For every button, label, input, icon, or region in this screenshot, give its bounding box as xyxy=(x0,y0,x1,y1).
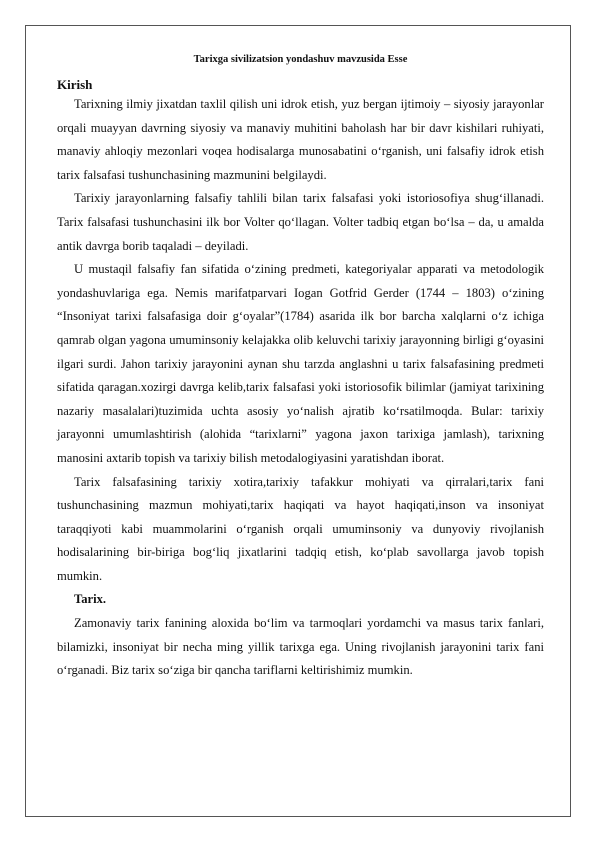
document-body xyxy=(57,53,544,683)
paragraph: Tarix falsafasining tarixiy xotira,tarixiy tafakkur mohiyati va qirralari,tarix fani tushunchasining mazmun mohiyati,tarix haqiqati va hayot haqiqati,inson va insoniyat taraqqiyoti kabi muammolarini o‘rganish orqali umuminsoniy va dunyoviy rivojlanish hodisalarining bir-biriga bog‘liq jixatlarini tadqiq etish, ko‘plab savollarga javob topish mumkin. xyxy=(57,474,544,583)
section-heading-intro: Kirish xyxy=(57,77,93,92)
document-title: Tarixga sivilizatsion yondashuv mavzusida Esse xyxy=(193,54,408,65)
paragraph: Tarixiy jarayonlarning falsafiy tahlili bilan tarix falsafasi yoki istoriosofiya shug‘illanadi. Tarix falsafasi tushunchasini ilk bor Volter qo‘llagan. Volter tadbiq etgan bo‘lsa – da, u amalda antik davrga borib taqaladi – deyiladi. xyxy=(57,191,544,253)
paragraph: Tarixning ilmiy jixatdan taxlil qilish uni idrok etish, yuz bergan ijtimoiy – siyosiy jarayonlar orqali muayyan davrning siyosiy va manaviy muhitini baholash har bir davr kishilari ruhiyati, manaviy ahloqiy mezonlari voqea hodisalarga munosabatini o‘rganish, uni falsafiy idrok etish tarix falsafasi tushunchasining mazmunini belgilaydi. xyxy=(57,97,544,182)
section-heading-tarix: Tarix. xyxy=(74,592,107,607)
paragraph: Zamonaviy tarix fanining aloxida bo‘lim va tarmoqlari yordamchi va masus tarix fanlari, bilamizki, insoniyat bir necha ming yillik tarixga ega. Uning rivojlanish jarayonini tarix fani o‘rganadi. Biz tarix so‘ziga bir qancha tariflarni keltirishimiz mumkin. xyxy=(57,616,544,678)
paragraph: U mustaqil falsafiy fan sifatida o‘zining predmeti, kategoriyalar apparati va metodologik yondashuvlariga ega. Nemis marifatparvari Iogan Gotfrid Gerder (1744 – 1803) o‘zining “Insoniyat tarixi falsafasiga doir g‘oyalar”(1784) asarida ilk bor barcha xalqlarni o‘z ichiga qamrab olgan yagona umuminsoniy kelajakka olib keluvchi tarixiy jarayonning birligi g‘oyasini ilgari surdi. Jahon tarixiy jarayonini aynan shu tarzda anglashni u tarix falsafasining predmeti sifatida qaragan.xozirgi davrga kelib,tarix falsafasi yoki istoriosofik bilimlar (jamiyat tarixining nazariy masalalari)tuzimida uchta asosiy yo‘nalish ajratib ko‘rsatilmoqda. Bular: tarixiy jarayonni umumlashtirish (alohida “tarixlarni” yagona jaxon tarixiga jamlash), tarixning manosini axtarib topish va tarixiy bilish metodalogiyasini yaratishdan iborat. xyxy=(57,262,544,465)
